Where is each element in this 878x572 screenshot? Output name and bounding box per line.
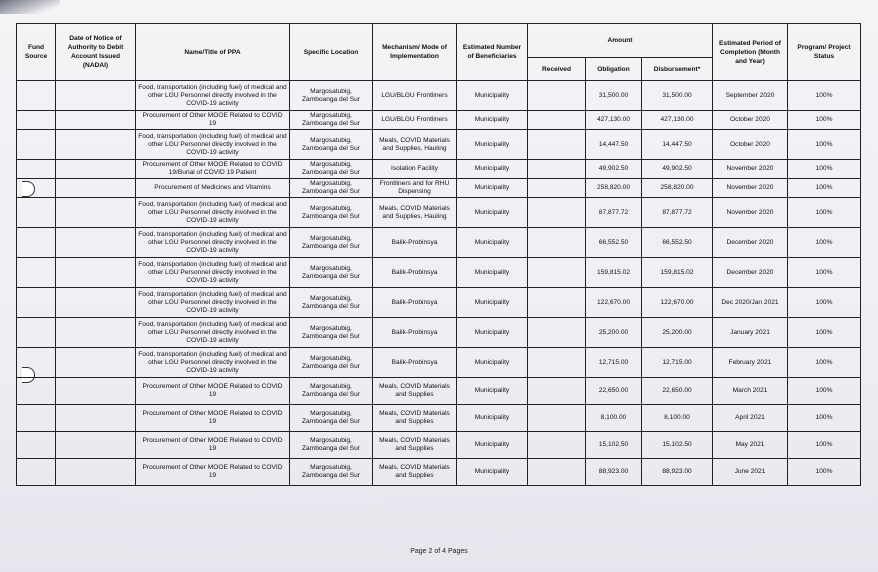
- table-row: [17, 160, 861, 179]
- cell-status: 100%: [788, 228, 861, 258]
- cell-location: Margosatubig, Zamboanga del Sur: [290, 81, 373, 111]
- cell-beneficiaries: Municipality: [457, 81, 528, 111]
- cell-status: 100%: [788, 258, 861, 288]
- cell-obligation: 22,650.00: [586, 378, 642, 405]
- cell-period: June 2021: [713, 459, 788, 486]
- cell-status: 100%: [788, 432, 861, 459]
- cell-period: February 2021: [713, 348, 788, 378]
- cell-received: [528, 258, 586, 288]
- cell-disbursement: 15,102.50: [642, 432, 713, 459]
- cell-status: 100%: [788, 348, 861, 378]
- cell-beneficiaries: Municipality: [457, 179, 528, 198]
- cell-status: 100%: [788, 160, 861, 179]
- cell-mechanism: Balik-Probinsya: [373, 258, 457, 288]
- header-nadai: Date of Notice of Authority to Debit Account Issued (NADAI): [56, 24, 136, 81]
- cell-mechanism: Balik-Probinsya: [373, 228, 457, 258]
- cell-mechanism: Balik-Probinsya: [373, 348, 457, 378]
- cell-fund-source: [17, 179, 56, 198]
- cell-obligation: 88,923.00: [586, 459, 642, 486]
- cell-ppa-name: Procurement of Other MOOE Related to COVID 19/Burial of COVID 19 Patient: [136, 160, 290, 179]
- header-received: Received: [528, 58, 586, 81]
- table-row: [17, 111, 861, 130]
- cell-disbursement: 87,877.72: [642, 198, 713, 228]
- cell-beneficiaries: Municipality: [457, 432, 528, 459]
- cell-mechanism: Frontliners and for RHU Dispensing: [373, 179, 457, 198]
- cell-nadai: [56, 81, 136, 111]
- cell-location: Margosatubig, Zamboanga del Sur: [290, 258, 373, 288]
- cell-fund-source: [17, 459, 56, 486]
- cell-period: September 2020: [713, 81, 788, 111]
- cell-nadai: [56, 288, 136, 318]
- cell-period: Dec 2020/Jan 2021: [713, 288, 788, 318]
- cell-period: January 2021: [713, 318, 788, 348]
- cell-fund-source: [17, 111, 56, 130]
- table-row: [17, 459, 861, 486]
- cell-obligation: 66,552.50: [586, 228, 642, 258]
- cell-location: Margosatubig, Zamboanga del Sur: [290, 130, 373, 160]
- table-row: [17, 228, 861, 258]
- cell-location: Margosatubig, Zamboanga del Sur: [290, 288, 373, 318]
- header-ppa-name: Name/Title of PPA: [136, 24, 290, 81]
- cell-received: [528, 348, 586, 378]
- cell-mechanism: Meals, COVID Materials and Supplies: [373, 459, 457, 486]
- cell-fund-source: [17, 288, 56, 318]
- cell-nadai: [56, 378, 136, 405]
- cell-nadai: [56, 405, 136, 432]
- cell-obligation: 14,447.50: [586, 130, 642, 160]
- cell-mechanism: Balik-Probinsya: [373, 318, 457, 348]
- cell-fund-source: [17, 130, 56, 160]
- cell-beneficiaries: Municipality: [457, 130, 528, 160]
- cell-mechanism: Meals, COVID Materials and Supplies: [373, 378, 457, 405]
- table-row: [17, 81, 861, 111]
- cell-beneficiaries: Municipality: [457, 198, 528, 228]
- cell-ppa-name: Food, transportation (including fuel) of medical and other LGU Personnel directly involved in the COVID-19 activity: [136, 258, 290, 288]
- cell-beneficiaries: Municipality: [457, 160, 528, 179]
- cell-location: Margosatubig, Zamboanga del Sur: [290, 459, 373, 486]
- header-obligation: Obligation: [586, 58, 642, 81]
- cell-ppa-name: Food, transportation (including fuel) of medical and other LGU Personnel directly involved in the COVID-19 activity: [136, 81, 290, 111]
- cell-ppa-name: Food, transportation (including fuel) of medical and other LGU Personnel directly involved in the COVID-19 activity: [136, 198, 290, 228]
- cell-disbursement: 66,552.50: [642, 228, 713, 258]
- cell-fund-source: [17, 81, 56, 111]
- cell-mechanism: Meals, COVID Materials and Supplies: [373, 432, 457, 459]
- cell-obligation: 31,500.00: [586, 81, 642, 111]
- cell-disbursement: 258,820.00: [642, 179, 713, 198]
- cell-fund-source: [17, 348, 56, 378]
- table-row: [17, 179, 861, 198]
- ppa-table: [16, 23, 861, 486]
- cell-nadai: [56, 160, 136, 179]
- cell-period: December 2020: [713, 228, 788, 258]
- cell-obligation: 15,102.50: [586, 432, 642, 459]
- cell-obligation: 258,820.00: [586, 179, 642, 198]
- cell-beneficiaries: Municipality: [457, 318, 528, 348]
- cell-location: Margosatubig, Zamboanga del Sur: [290, 318, 373, 348]
- cell-disbursement: 8,100.00: [642, 405, 713, 432]
- cell-obligation: 159,815.02: [586, 258, 642, 288]
- cell-ppa-name: Procurement of Other MOOE Related to COVID 19: [136, 378, 290, 405]
- table-row: [17, 348, 861, 378]
- cell-period: May 2021: [713, 432, 788, 459]
- cell-period: November 2020: [713, 198, 788, 228]
- header-status: Program/ Project Status: [788, 24, 861, 81]
- table-row: [17, 288, 861, 318]
- scan-edge-shadow: [0, 0, 60, 14]
- cell-received: [528, 111, 586, 130]
- cell-received: [528, 405, 586, 432]
- cell-status: 100%: [788, 378, 861, 405]
- cell-nadai: [56, 111, 136, 130]
- cell-ppa-name: Food, transportation (including fuel) of medical and other LGU Personnel directly involved in the COVID-19 activity: [136, 288, 290, 318]
- cell-beneficiaries: Municipality: [457, 459, 528, 486]
- header-amount: Amount: [528, 24, 713, 58]
- cell-disbursement: 427,130.00: [642, 111, 713, 130]
- header-beneficiaries: Estimated Number of Beneficiaries: [457, 24, 528, 81]
- cell-period: November 2020: [713, 160, 788, 179]
- cell-period: December 2020: [713, 258, 788, 288]
- table-row: [17, 258, 861, 288]
- cell-period: March 2021: [713, 378, 788, 405]
- cell-nadai: [56, 179, 136, 198]
- header-disbursement: Disbursement*: [642, 58, 713, 81]
- cell-nadai: [56, 432, 136, 459]
- cell-received: [528, 81, 586, 111]
- cell-status: 100%: [788, 81, 861, 111]
- cell-fund-source: [17, 258, 56, 288]
- cell-ppa-name: Food, transportation (including fuel) of medical and other LGU Personnel directly involved in the COVID-19 activity: [136, 130, 290, 160]
- cell-obligation: 12,715.00: [586, 348, 642, 378]
- table-row: [17, 378, 861, 405]
- cell-disbursement: 25,200.00: [642, 318, 713, 348]
- cell-status: 100%: [788, 459, 861, 486]
- cell-fund-source: [17, 378, 56, 405]
- cell-beneficiaries: Municipality: [457, 228, 528, 258]
- cell-ppa-name: Procurement of Medicines and Vitamins: [136, 179, 290, 198]
- cell-ppa-name: Procurement of Other MOOE Related to COVID 19: [136, 459, 290, 486]
- cell-period: November 2020: [713, 179, 788, 198]
- cell-fund-source: [17, 318, 56, 348]
- table-row: [17, 198, 861, 228]
- cell-disbursement: 122,670.00: [642, 288, 713, 318]
- cell-ppa-name: Food, transportation (including fuel) of medical and other LGU Personnel directly involved in the COVID-19 activity: [136, 318, 290, 348]
- cell-fund-source: [17, 432, 56, 459]
- cell-received: [528, 459, 586, 486]
- cell-received: [528, 130, 586, 160]
- cell-nadai: [56, 228, 136, 258]
- cell-period: October 2020: [713, 130, 788, 160]
- cell-mechanism: Meals, COVID Materials and Supplies: [373, 405, 457, 432]
- cell-obligation: 25,200.00: [586, 318, 642, 348]
- cell-disbursement: 31,500.00: [642, 81, 713, 111]
- cell-nadai: [56, 130, 136, 160]
- cell-received: [528, 160, 586, 179]
- header-mechanism: Mechanism/ Mode of Implementation: [373, 24, 457, 81]
- cell-location: Margosatubig, Zamboanga del Sur: [290, 160, 373, 179]
- cell-obligation: 87,877.72: [586, 198, 642, 228]
- cell-location: Margosatubig, Zamboanga del Sur: [290, 348, 373, 378]
- cell-disbursement: 88,923.00: [642, 459, 713, 486]
- header-location: Specific Location: [290, 24, 373, 81]
- cell-status: 100%: [788, 405, 861, 432]
- cell-ppa-name: Procurement of Other MOOE Related to COVID 19: [136, 405, 290, 432]
- cell-fund-source: [17, 228, 56, 258]
- cell-status: 100%: [788, 111, 861, 130]
- cell-disbursement: 22,650.00: [642, 378, 713, 405]
- cell-received: [528, 228, 586, 258]
- cell-mechanism: Balik-Probinsya: [373, 288, 457, 318]
- cell-mechanism: LGU/BLGU Frontliners: [373, 81, 457, 111]
- cell-fund-source: [17, 160, 56, 179]
- cell-disbursement: 12,715.00: [642, 348, 713, 378]
- cell-mechanism: Isolation Facility: [373, 160, 457, 179]
- cell-period: April 2021: [713, 405, 788, 432]
- cell-beneficiaries: Municipality: [457, 378, 528, 405]
- cell-ppa-name: Procurement of Other MOOE Related to COVID 19: [136, 111, 290, 130]
- cell-disbursement: 14,447.50: [642, 130, 713, 160]
- cell-location: Margosatubig, Zamboanga del Sur: [290, 228, 373, 258]
- table-row: [17, 432, 861, 459]
- cell-mechanism: Meals, COVID Materials and Supplies, Hauling: [373, 198, 457, 228]
- cell-received: [528, 432, 586, 459]
- cell-disbursement: 49,902.50: [642, 160, 713, 179]
- cell-nadai: [56, 198, 136, 228]
- table-body: [17, 81, 861, 486]
- cell-received: [528, 179, 586, 198]
- header-period: Estimated Period of Completion (Month and Year): [713, 24, 788, 81]
- cell-beneficiaries: Municipality: [457, 288, 528, 318]
- cell-beneficiaries: Municipality: [457, 405, 528, 432]
- cell-status: 100%: [788, 318, 861, 348]
- cell-ppa-name: Food, transportation (including fuel) of medical and other LGU Personnel directly involved in the COVID-19 activity: [136, 348, 290, 378]
- cell-mechanism: LGU/BLGU Frontliners: [373, 111, 457, 130]
- cell-obligation: 49,902.50: [586, 160, 642, 179]
- cell-beneficiaries: Municipality: [457, 348, 528, 378]
- cell-location: Margosatubig, Zamboanga del Sur: [290, 405, 373, 432]
- table-row: [17, 130, 861, 160]
- cell-status: 100%: [788, 179, 861, 198]
- cell-obligation: 122,670.00: [586, 288, 642, 318]
- cell-status: 100%: [788, 288, 861, 318]
- cell-period: October 2020: [713, 111, 788, 130]
- cell-location: Margosatubig, Zamboanga del Sur: [290, 179, 373, 198]
- cell-location: Margosatubig, Zamboanga del Sur: [290, 432, 373, 459]
- cell-fund-source: [17, 198, 56, 228]
- cell-obligation: 8,100.00: [586, 405, 642, 432]
- cell-location: Margosatubig, Zamboanga del Sur: [290, 111, 373, 130]
- header-fund-source: Fund Source: [17, 24, 56, 81]
- cell-status: 100%: [788, 198, 861, 228]
- cell-received: [528, 378, 586, 405]
- cell-nadai: [56, 258, 136, 288]
- cell-received: [528, 288, 586, 318]
- cell-location: Margosatubig, Zamboanga del Sur: [290, 378, 373, 405]
- cell-beneficiaries: Municipality: [457, 111, 528, 130]
- table-row: [17, 318, 861, 348]
- table-row: [17, 405, 861, 432]
- cell-location: Margosatubig, Zamboanga del Sur: [290, 198, 373, 228]
- cell-nadai: [56, 348, 136, 378]
- cell-ppa-name: Procurement of Other MOOE Related to COVID 19: [136, 432, 290, 459]
- cell-received: [528, 318, 586, 348]
- cell-beneficiaries: Municipality: [457, 258, 528, 288]
- cell-mechanism: Meals, COVID Materials and Supplies, Hauling: [373, 130, 457, 160]
- cell-disbursement: 159,815.02: [642, 258, 713, 288]
- cell-nadai: [56, 318, 136, 348]
- cell-received: [528, 198, 586, 228]
- cell-ppa-name: Food, transportation (including fuel) of medical and other LGU Personnel directly involved in the COVID-19 activity: [136, 228, 290, 258]
- cell-obligation: 427,130.00: [586, 111, 642, 130]
- cell-nadai: [56, 459, 136, 486]
- cell-fund-source: [17, 405, 56, 432]
- page-number: Page 2 of 4 Pages: [410, 548, 468, 555]
- cell-status: 100%: [788, 130, 861, 160]
